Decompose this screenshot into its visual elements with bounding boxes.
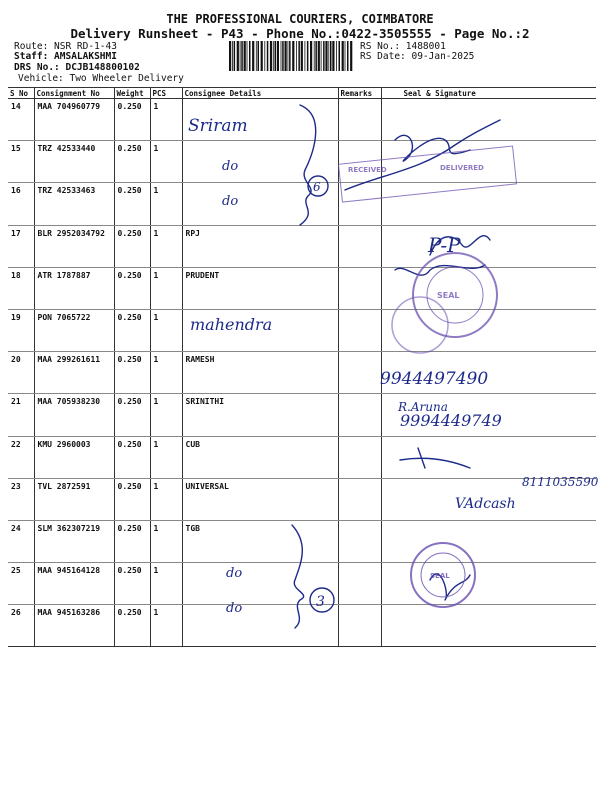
barcode (229, 41, 354, 71)
cell-weight: 0.250 (114, 183, 150, 225)
barcode-bar (277, 41, 279, 71)
cell-consignee (182, 309, 338, 351)
cell-remarks (338, 352, 381, 394)
cell-seal-signature (381, 225, 596, 267)
cell-pcs: 1 (150, 352, 182, 394)
col-weight: Weight (114, 88, 150, 99)
barcode-bar (237, 41, 239, 71)
runsheet-title: THE PROFESSIONAL COURIERS, COIMBATORE (166, 12, 434, 26)
cell-remarks (338, 309, 381, 351)
table-row (8, 478, 596, 520)
col-remarks: Remarks (338, 88, 381, 99)
barcode-bar (261, 41, 263, 71)
barcode-bar (330, 41, 332, 71)
cell-sno: 22 (8, 436, 34, 478)
barcode-bar (232, 41, 233, 71)
cell-remarks (338, 99, 381, 141)
cell-remarks (338, 394, 381, 436)
barcode-bar (247, 41, 248, 71)
cell-weight: 0.250 (114, 394, 150, 436)
col-sno: S No (8, 88, 34, 99)
cell-remarks (338, 520, 381, 562)
barcode-bar (318, 41, 320, 71)
cell-weight: 0.250 (114, 436, 150, 478)
drs-label: DRS No.: DCJB148800102 (14, 62, 140, 73)
cell-pcs: 1 (150, 436, 182, 478)
cell-consignee (182, 183, 338, 225)
table-row (8, 183, 596, 225)
cell-consignment: MAA 945163286 (34, 605, 114, 647)
barcode-bar (264, 41, 265, 71)
table-row (8, 563, 596, 605)
handwritten-count-6: 6 (313, 180, 321, 194)
col-pcs: PCS (150, 88, 182, 99)
cell-weight: 0.250 (114, 309, 150, 351)
barcode-bar (234, 41, 236, 71)
cell-consignment: MAA 704960779 (34, 99, 114, 141)
cell-weight: 0.250 (114, 478, 150, 520)
handwritten-ditto-16: do (222, 194, 239, 209)
table-row (8, 309, 596, 351)
cell-consignee: PRUDENT (182, 267, 338, 309)
cell-consignee: SRINITHI (182, 394, 338, 436)
cell-weight: 0.250 (114, 225, 150, 267)
barcode-bar (275, 41, 277, 71)
barcode-bar (342, 41, 344, 71)
cell-consignment: PON 7065722 (34, 309, 114, 351)
table-row (8, 352, 596, 394)
barcode-bar (307, 41, 309, 71)
barcode-bar (332, 41, 334, 71)
handwritten-ditto-15: do (222, 159, 239, 174)
cell-seal-signature (381, 394, 596, 436)
cell-seal-signature (381, 563, 596, 605)
cell-pcs: 1 (150, 225, 182, 267)
barcode-bar (298, 41, 300, 71)
handwritten-vadcash: VAdcash (455, 496, 516, 512)
svg-text:RECEIVED: RECEIVED (348, 166, 387, 174)
cell-remarks (338, 436, 381, 478)
cell-remarks (338, 563, 381, 605)
cell-weight: 0.250 (114, 267, 150, 309)
runsheet-subtitle: Delivery Runsheet - P43 - Phone No.:0422-3505555 - Page No.:2 (70, 26, 530, 41)
cell-weight: 0.250 (114, 99, 150, 141)
cell-consignment: MAA 299261611 (34, 352, 114, 394)
cell-consignee (182, 141, 338, 183)
rs-no-label: RS No.: 1488001 (360, 41, 446, 52)
cell-pcs: 1 (150, 394, 182, 436)
cell-consignee: TGB (182, 520, 338, 562)
cell-consignment: ATR 1787887 (34, 267, 114, 309)
cell-seal-signature (381, 352, 596, 394)
runsheet-table (8, 87, 596, 647)
cell-consignment: SLM 362307219 (34, 520, 114, 562)
handwritten-ditto-25: do (226, 566, 243, 581)
handwritten-name-mahendra: mahendra (190, 315, 273, 334)
cell-consignment: TRZ 42533463 (34, 183, 114, 225)
route-label: Route: NSR RD-1-43 (14, 41, 117, 52)
table-row (8, 141, 596, 183)
barcode-bar (301, 41, 303, 71)
table-header-row (8, 88, 596, 99)
table-row (8, 99, 596, 141)
cell-seal-signature (381, 99, 596, 141)
cell-pcs: 1 (150, 183, 182, 225)
col-consignment: Consignment No (34, 88, 114, 99)
barcode-bar (244, 41, 246, 71)
handwritten-phone-3: 8111035590 (522, 475, 599, 489)
cell-consignment: KMU 2960003 (34, 436, 114, 478)
cell-consignment: BLR 2952034792 (34, 225, 114, 267)
cell-weight: 0.250 (114, 563, 150, 605)
col-seal-signature: Seal & Signature (381, 88, 596, 99)
cell-remarks (338, 605, 381, 647)
cell-consignee: RAMESH (182, 352, 338, 394)
table-row (8, 394, 596, 436)
handwritten-phone-2: 9994449749 (400, 411, 502, 430)
col-consignee: Consignee Details (182, 88, 338, 99)
table-row (8, 267, 596, 309)
barcode-bar (252, 41, 254, 71)
barcode-bar (281, 41, 282, 71)
table-row (8, 436, 596, 478)
cell-consignee (182, 605, 338, 647)
cell-seal-signature (381, 436, 596, 478)
cell-weight: 0.250 (114, 520, 150, 562)
cell-pcs: 1 (150, 605, 182, 647)
handwritten-name-sriram: Sriram (188, 116, 248, 136)
barcode-bar (339, 41, 341, 71)
table-row (8, 605, 596, 647)
cell-consignee (182, 99, 338, 141)
cell-pcs: 1 (150, 563, 182, 605)
cell-sno: 14 (8, 99, 34, 141)
barcode-bar (256, 41, 257, 71)
cell-seal-signature (381, 141, 596, 183)
cell-consignment: MAA 705938230 (34, 394, 114, 436)
rs-date-label: RS Date: 09-Jan-2025 (360, 51, 475, 62)
cell-consignee: CUB (182, 436, 338, 478)
cell-sno: 17 (8, 225, 34, 267)
barcode-bar (282, 41, 284, 71)
cell-sno: 18 (8, 267, 34, 309)
cell-remarks (338, 183, 381, 225)
cell-sno: 23 (8, 478, 34, 520)
barcode-bar (229, 41, 231, 71)
cell-seal-signature (381, 309, 596, 351)
svg-text:DELIVERED: DELIVERED (440, 164, 484, 172)
barcode-bar (310, 41, 312, 71)
barcode-bar (336, 41, 337, 71)
barcode-bar (258, 41, 260, 71)
svg-text:SEAL: SEAL (437, 291, 460, 300)
cell-pcs: 1 (150, 478, 182, 520)
cell-seal-signature (381, 520, 596, 562)
barcode-bar (321, 41, 322, 71)
barcode-bar (270, 41, 272, 71)
barcode-bar (325, 41, 327, 71)
cell-consignee: RPJ (182, 225, 338, 267)
handwritten-phone-1: 9944497490 (380, 369, 489, 389)
cell-seal-signature (381, 605, 596, 647)
cell-consignee: UNIVERSAL (182, 478, 338, 520)
cell-remarks (338, 478, 381, 520)
barcode-bar (328, 41, 329, 71)
barcode-bar (288, 41, 289, 71)
cell-pcs: 1 (150, 309, 182, 351)
cell-consignment: TVL 2872591 (34, 478, 114, 520)
cell-sno: 16 (8, 183, 34, 225)
barcode-bar (345, 41, 346, 71)
barcode-bar (249, 41, 251, 71)
cell-pcs: 1 (150, 267, 182, 309)
barcode-bar (305, 41, 306, 71)
table-row (8, 520, 596, 562)
staff-label: Staff: AMSALAKSHMI (14, 51, 117, 62)
cell-pcs: 1 (150, 141, 182, 183)
cell-pcs: 1 (150, 99, 182, 141)
barcode-bar (350, 41, 352, 71)
cell-seal-signature (381, 183, 596, 225)
barcode-bar (314, 41, 315, 71)
handwritten-ditto-26: do (226, 601, 243, 616)
table-row (8, 225, 596, 267)
cell-weight: 0.250 (114, 141, 150, 183)
cell-sno: 25 (8, 563, 34, 605)
handwritten-name-r-aruna: R.Aruna (398, 400, 448, 414)
vehicle-label: Vehicle: Two Wheeler Delivery (18, 73, 184, 84)
cell-seal-signature (381, 267, 596, 309)
cell-sno: 15 (8, 141, 34, 183)
cell-consignment: MAA 945164128 (34, 563, 114, 605)
barcode-bar (292, 41, 294, 71)
cell-weight: 0.250 (114, 605, 150, 647)
barcode-bar (267, 41, 269, 71)
barcode-bar (315, 41, 317, 71)
cell-sno: 19 (8, 309, 34, 351)
signature-p-sign: P-P (428, 233, 461, 257)
cell-consignee (182, 563, 338, 605)
barcode-bar (241, 41, 243, 71)
barcode-bar (323, 41, 325, 71)
handwritten-count-3: 3 (316, 594, 325, 610)
cell-remarks (338, 141, 381, 183)
cell-sno: 21 (8, 394, 34, 436)
cell-sno: 26 (8, 605, 34, 647)
barcode-bar (289, 41, 291, 71)
barcode-bar (273, 41, 274, 71)
barcode-bar (240, 41, 241, 71)
cell-weight: 0.250 (114, 352, 150, 394)
barcode-bar (285, 41, 287, 71)
cell-remarks (338, 225, 381, 267)
cell-sno: 20 (8, 352, 34, 394)
cell-seal-signature (381, 478, 596, 520)
barcode-bar (347, 41, 349, 71)
svg-text:SEAL: SEAL (430, 572, 450, 580)
cell-pcs: 1 (150, 520, 182, 562)
barcode-bar (296, 41, 297, 71)
cell-sno: 24 (8, 520, 34, 562)
cell-remarks (338, 267, 381, 309)
cell-consignment: TRZ 42533440 (34, 141, 114, 183)
